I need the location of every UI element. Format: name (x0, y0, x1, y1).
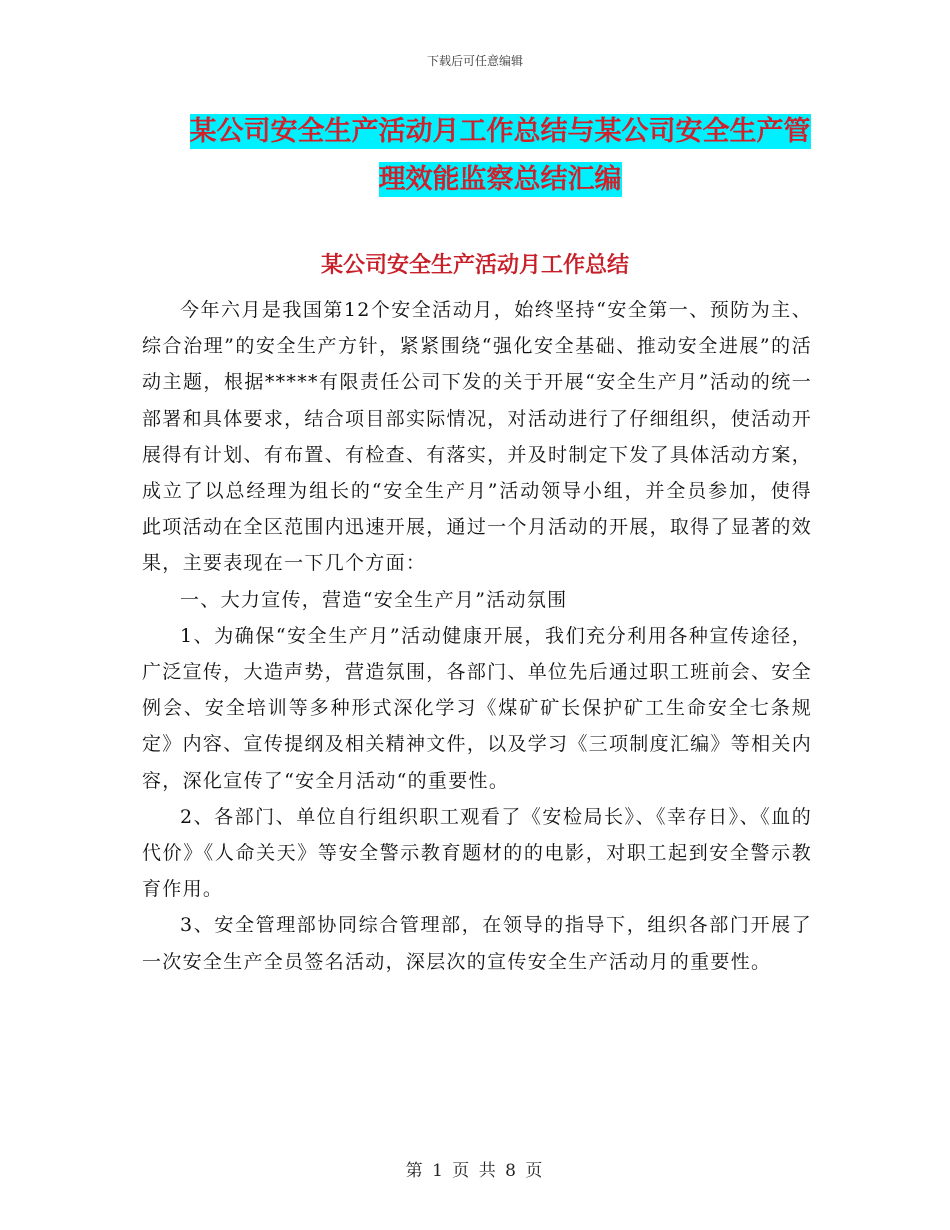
paragraph-item-3: 3、安全管理部协同综合管理部，在领导的指导下，组织各部门开展了一次安全生产全员签名活动，深层次的宣传安全生产活动月的重要性。 (142, 914, 812, 973)
section-heading-1: 一、大力宣传，营造“安全生产月”活动氛围 (180, 588, 568, 611)
intro-paragraph: 今年六月是我国第12个安全活动月，始终坚持“安全第一、预防为主、综合治理”的安全生产方针，紧紧围绕“强化安全基础、推动安全进展”的活动主题，根据*****有限责任公司下发的关于开展“安全生产月”活动的统一部署和具体要求，结合项目部实际情况，对活动进行了仔细组织，使活动开展得有计划、有布置、有检查、有落实，并及时制定下发了具体活动方案，成立了以总经理为组长的“安全生产月”活动领导小组，并全员参加，使得此项活动在全区范围内迅速开展，通过一个月活动的开展，取得了显著的效果，主要表现在一下几个方面： (142, 299, 812, 575)
document-title (140, 108, 860, 204)
section-title: 某公司安全生产活动月工作总结 (320, 253, 629, 278)
paragraph-item-1: 1、为确保“安全生产月”活动健康开展，我们充分利用各种宣传途径，广泛宣传，大造声势，营造氛围，各部门、单位先后通过职工班前会、安全例会、安全培训等多种形式深化学习《煤矿矿长保护矿工生命安全七条规定》内容、宣传提纲及相关精神文件，以及学习《三项制度汇编》等相关内容，深化宣传了“安全月活动“的重要性。 (142, 624, 812, 792)
document-body (142, 292, 812, 980)
paragraph-item-2: 2、各部门、单位自行组织职工观看了《安检局长》、《幸存日》、《血的代价》《人命关天》等安全警示教育题材的的电影，对职工起到安全警示教育作用。 (142, 805, 812, 901)
page-number: 第 1 页 共 8 页 (405, 1161, 545, 1181)
document-title-line-1: 某公司安全生产活动月工作总结与某公司安全生产管 (189, 116, 811, 147)
document-title-line-2: 理效能监察总结汇编 (378, 164, 622, 195)
header-note: 下载后可任意编辑 (426, 54, 523, 68)
